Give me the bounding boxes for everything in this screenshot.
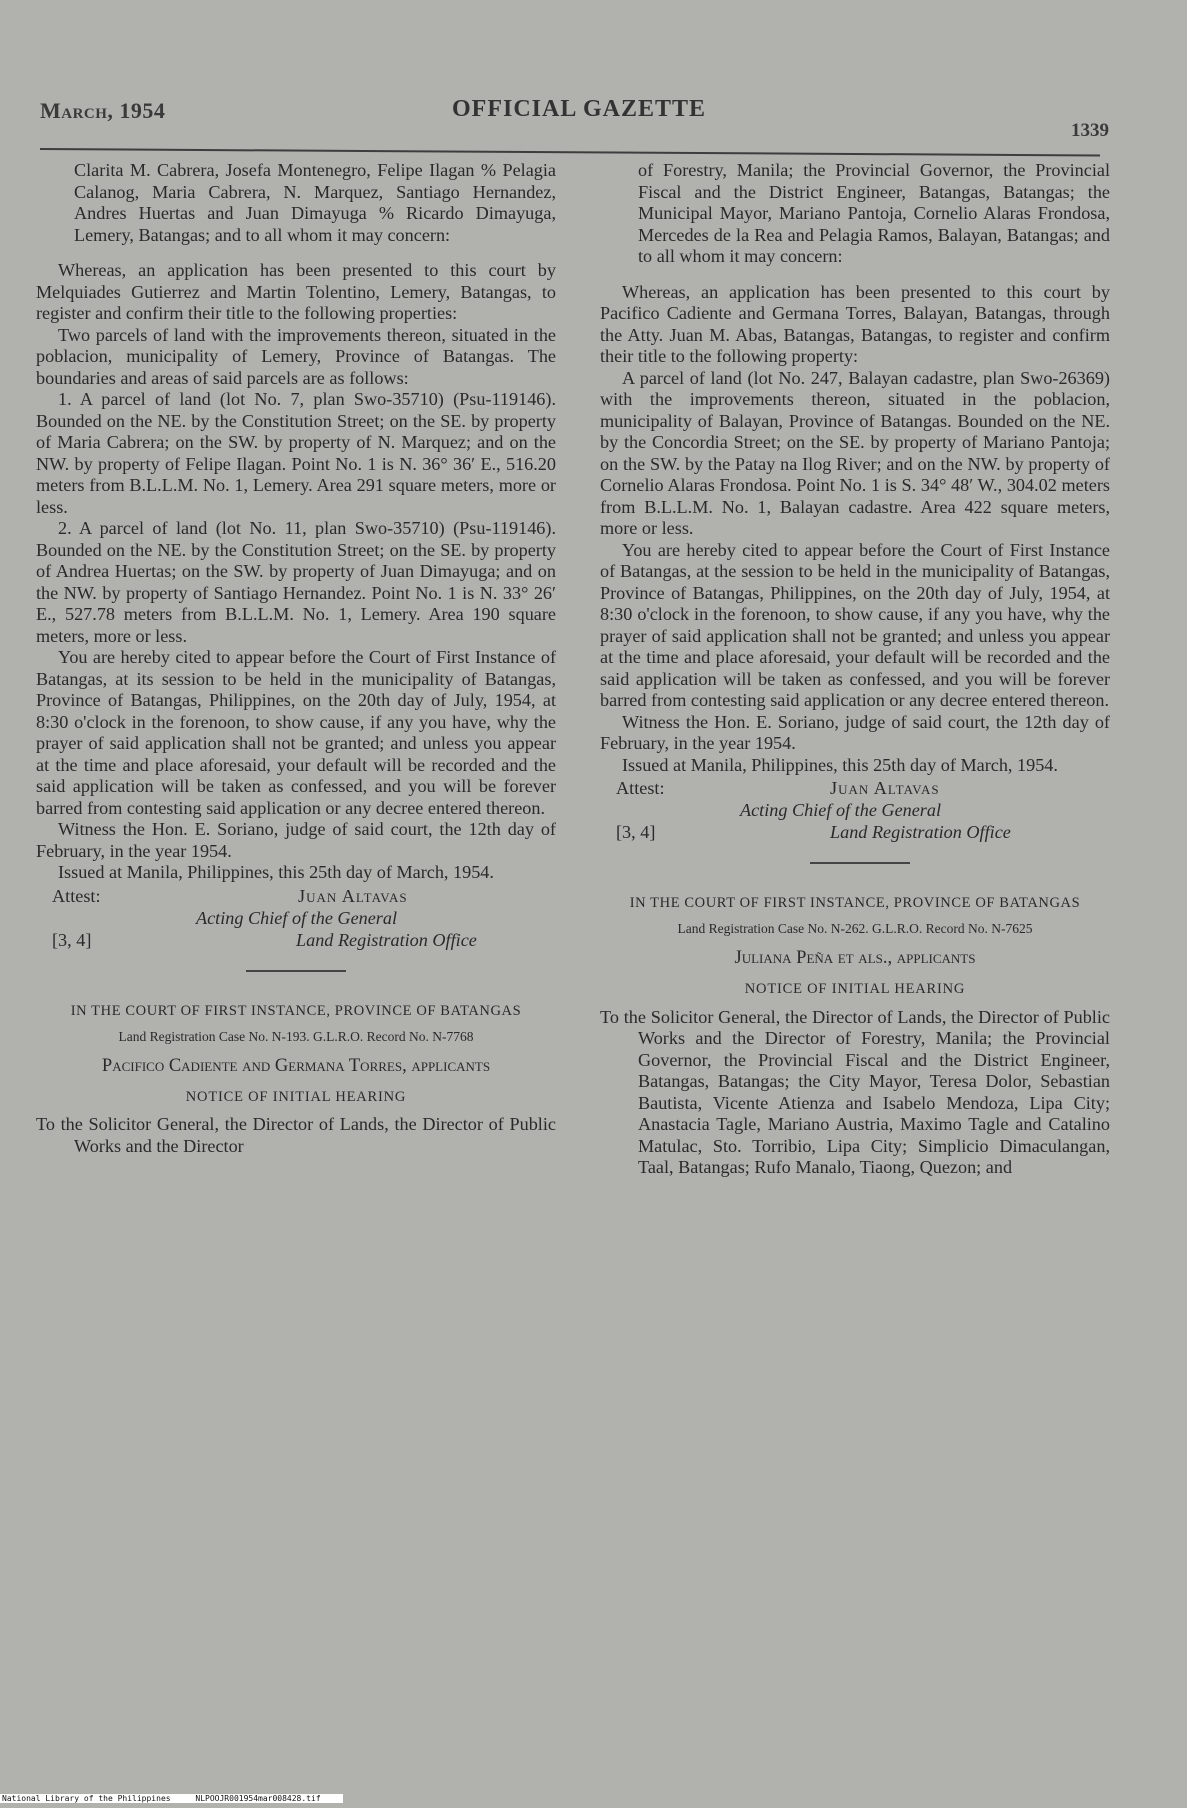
library-credit: National Library of the Philippines [2, 1794, 171, 1803]
witness-paragraph: Witness the Hon. E. Soriano, judge of said court, the 12th day of February, in the year 1954. [36, 819, 556, 861]
addressees-start: To the Solicitor General, the Director of Lands, the Director of Public Works and the Director of Forestry, Manila; the Provincial Governor, the Provincial Fiscal and the District Engineer, Batangas, Batangas; the City Mayor, Teresa Dolor, Sebastian Bautista, Vicente Atienza and Isabelo Mendoza, Lipa City; Anastacia Tagle, Mariano Austria, Maximo Tagle and Catalino Matulac, Sto. Torribio, Lipa City; Simplicio Dimaculangan, Taal, Batangas; Rufo Manalo, Tiaong, Quezon; and [600, 1006, 1110, 1177]
parcel-2-paragraph: 2. A parcel of land (lot No. 11, plan Swo-35710) (Psu-119146). Bounded on the NE. by the Constitution Street; on the SE. by property of Andrea Huertas; on the SW. by property of Juan Dimayuga; and on the NW. by property of Santiago Hernandez. Point No. 1 is N. 33° 26′ E., 527.78 meters from B.L.L.M. No. 1, Lemery. Area 190 square meters, more or less. [36, 518, 556, 646]
attest-title-line-1: Acting Chief of the General [196, 907, 398, 928]
court-heading: IN THE COURT OF FIRST INSTANCE, PROVINCE OF BATANGAS [629, 895, 1081, 911]
attest-reference: [3, 4] [616, 822, 656, 842]
attest-label: Attest: [616, 778, 665, 798]
attest-block [36, 886, 556, 996]
header-date: March, 1954 [40, 98, 166, 123]
right-column [600, 160, 1110, 1179]
addressees-continued: of Forestry, Manila; the Provincial Governor, the Provincial Fiscal and the District Engineer, Batangas, Batangas; the Municipal Mayor, Mariano Pantoja, Cornelio Alaras Frondosa, Mercedes de la Rea and Pelagia Ramos, Balayan, Batangas; and to all whom it may concern: [638, 160, 1110, 266]
case-number: Land Registration Case No. N-262. G.L.R.O. Record No. N-7625 [677, 921, 1033, 936]
attest-title-line-2: Land Registration Office [296, 929, 477, 950]
issued-paragraph: Issued at Manila, Philippines, this 25th day of March, 1954. [58, 862, 494, 882]
notice-heading: NOTICE OF INITIAL HEARING [744, 981, 966, 997]
witness-paragraph: Witness the Hon. E. Soriano, judge of said court, the 12th day of February, in the year 1954. [600, 711, 1110, 753]
whereas-paragraph: Whereas, an application has been presented to this court by Melquiades Gutierrez and Martin Tolentino, Lemery, Batangas, to register and confirm their title to the following properties: [36, 260, 556, 323]
parcels-paragraph: Two parcels of land with the improvements thereon, situated in the poblacion, municipality of Lemery, Province of Batangas. The boundaries and areas of said parcels are as follows: [36, 324, 556, 388]
left-column [36, 160, 556, 1157]
attest-title-line-1: Acting Chief of the General [740, 800, 942, 820]
attest-block [600, 778, 1110, 888]
applicants-line: Juliana Peña et als., applicants [734, 948, 976, 968]
section-divider [246, 970, 346, 972]
addressees-continued: Clarita M. Cabrera, Josefa Montenegro, Felipe Ilagan % Pelagia Calanog, Maria Cabrera, N. Marquez, Santiago Hernandez, Andres Huertas and Juan Dimayuga % Ricardo Dimayuga, Lemery, Batangas; and to all whom it may concern: [74, 160, 556, 245]
addressees-start: To the Solicitor General, the Director of Lands, the Director of Public Works and the Director [36, 1114, 556, 1156]
header-rule [40, 148, 1100, 156]
attest-reference: [3, 4] [52, 929, 92, 950]
page-header [40, 96, 1115, 141]
parcel-1-paragraph: 1. A parcel of land (lot No. 7, plan Swo-35710) (Psu-119146). Bounded on the NE. by the Constitution Street; on the SE. by property of Maria Cabrera; on the SW. by property of N. Marquez; and on the NW. by property of Felipe Ilagan. Point No. 1 is N. 36° 36′ E., 516.20 meters from B.L.L.M. No. 1, Lemery. Area 291 square meters, more or less. [36, 389, 556, 517]
citation-paragraph: You are hereby cited to appear before the Court of First Instance of Batangas, at the session to be held in the municipality of Batangas, Province of Batangas, Philippines, on the 20th day of July, 1954, at 8:30 o'clock in the forenoon, to show cause, if any you have, why the prayer of said application shall not be granted; and unless you appear at the time and place aforesaid, your default will be recorded and the said application will be taken as confessed, and you will be forever barred from contesting said application or any decree entered thereon. [600, 539, 1110, 710]
case-number: Land Registration Case No. N-193. G.L.R.O. Record No. N-7768 [118, 1028, 474, 1044]
section-divider [810, 862, 910, 864]
attest-title-line-2: Land Registration Office [830, 822, 1011, 842]
notice-heading: NOTICE OF INITIAL HEARING [185, 1088, 407, 1105]
attest-name: Juan Altavas [298, 885, 408, 906]
whereas-paragraph: Whereas, an application has been presented to this court by Pacifico Cadiente and Germana Torres, Balayan, Batangas, through the Atty. Juan M. Abas, Batangas, Batangas, to register and confirm their title to the following property: [600, 281, 1110, 366]
parcel-paragraph: A parcel of land (lot No. 247, Balayan cadastre, plan Swo-26369) with the improvements thereon, situated in the poblacion, municipality of Balayan, Province of Batangas. Bounded on the NE. by the Concordia Street; on the SE. by property of Mariano Pantoja; on the SW. by the Patay na Ilog River; and on the NW. by property of Cornelio Alaras Frondosa. Point No. 1 is S. 34° 48′ W., 304.02 meters from B.L.L.M. No. 1, Balayan cadastre. Area 422 square meters, more or less. [600, 367, 1110, 538]
scan-footer [0, 1794, 343, 1803]
court-heading: IN THE COURT OF FIRST INSTANCE, PROVINCE OF BATANGAS [70, 1002, 522, 1019]
file-name: NLPOOJR001954mar008428.tif [195, 1794, 321, 1803]
attest-name: Juan Altavas [830, 778, 940, 798]
citation-paragraph: You are hereby cited to appear before the Court of First Instance of Batangas, at its session to be held in the municipality of Batangas, Province of Batangas, Philippines, on the 20th day of July, 1954, at 8:30 o'clock in the forenoon, to show cause, if any you have, why the prayer of said application shall not be granted; and unless you appear at the time and place aforesaid, your default will be recorded and the said application will be taken as confessed, and you will be forever barred from contesting said application or any decree entered thereon. [36, 647, 556, 818]
header-title: OFFICIAL GAZETTE [452, 96, 707, 122]
attest-label: Attest: [52, 885, 101, 906]
applicants-line: Pacifico Cadiente and Germana Torres, applicants [101, 1055, 491, 1076]
issued-paragraph: Issued at Manila, Philippines, this 25th day of March, 1954. [622, 754, 1058, 775]
page-number: 1339 [1071, 120, 1109, 141]
